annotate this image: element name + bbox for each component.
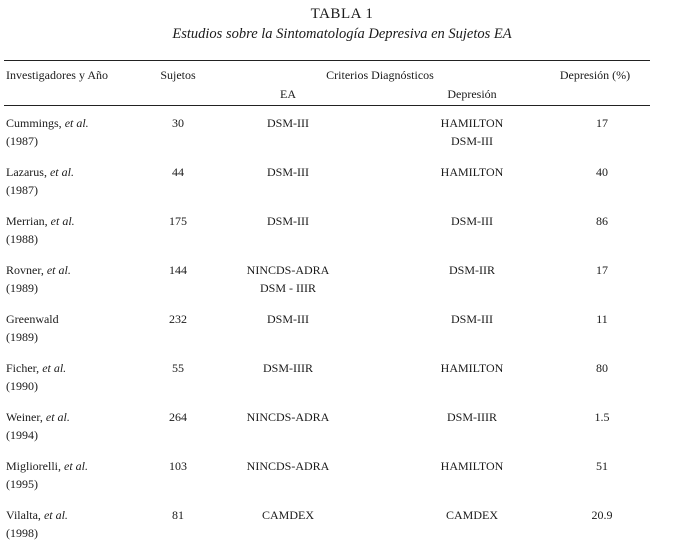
table-title: TABLA 1 [310, 6, 374, 22]
row-year: (1989) [6, 281, 38, 295]
row-ea-criterion-2: DSM - IIIR [260, 281, 316, 295]
row-depresion-pct: 11 [596, 312, 608, 326]
row-author [6, 457, 88, 475]
author-etal: et al. [64, 459, 88, 473]
row-ea-criterion: DSM-III [267, 165, 309, 179]
author-etal: et al. [46, 263, 71, 277]
row-year: (1994) [6, 428, 38, 442]
row-depresion-criterion: HAMILTON [440, 361, 504, 375]
author-etal: et al. [42, 361, 67, 375]
row-author [6, 261, 71, 279]
row-depresion-pct: 1.5 [594, 410, 610, 424]
row-sujetos: 30 [172, 116, 184, 130]
header-investigadores: Investigadores y Año [6, 68, 108, 82]
row-ea-criterion: DSM-III [267, 312, 309, 326]
author-name: Weiner, [6, 410, 43, 424]
row-sujetos: 232 [169, 312, 187, 326]
header-ea: EA [280, 87, 296, 101]
row-sujetos: 144 [169, 263, 187, 277]
author-etal: et al. [43, 508, 68, 522]
row-depresion-criterion: DSM-IIR [448, 263, 495, 277]
row-sujetos: 175 [169, 214, 187, 228]
author-etal: et al. [45, 410, 70, 424]
row-ea-criterion: NINCDS-ADRA [246, 263, 330, 277]
author-etal: et al. [49, 165, 74, 179]
row-author [6, 359, 66, 377]
row-year: (1988) [6, 232, 38, 246]
row-ea-criterion: NINCDS-ADRA [246, 459, 330, 473]
author-name: Cummings, [6, 116, 62, 130]
row-ea-criterion: DSM-III [267, 116, 309, 130]
row-year: (1990) [6, 379, 38, 393]
row-depresion-pct: 86 [596, 214, 608, 228]
top-rule [4, 60, 650, 61]
author-name: Migliorelli, [6, 459, 61, 473]
row-author [6, 408, 70, 426]
row-ea-criterion: NINCDS-ADRA [246, 410, 330, 424]
author-name: Ficher, [6, 361, 40, 375]
row-depresion-pct: 17 [596, 116, 608, 130]
header-depresion-pct: Depresión (%) [559, 68, 631, 82]
row-depresion-criterion: CAMDEX [445, 508, 498, 522]
row-sujetos: 264 [169, 410, 187, 424]
row-depresion-pct: 17 [596, 263, 608, 277]
header-sujetos: Sujetos [160, 68, 196, 82]
row-sujetos: 103 [169, 459, 187, 473]
table-subtitle: Estudios sobre la Sintomatología Depresiva en Sujetos EA [172, 26, 512, 42]
author-name: Lazarus, [6, 165, 47, 179]
row-year: (1998) [6, 526, 38, 540]
author-name: Rovner, [6, 263, 44, 277]
row-depresion-pct: 51 [596, 459, 608, 473]
header-criterios: Criterios Diagnósticos [326, 68, 434, 82]
row-ea-criterion: DSM-III [267, 214, 309, 228]
row-depresion-criterion-2: DSM-III [451, 134, 493, 148]
author-name: Merrian, [6, 214, 48, 228]
row-depresion-criterion: HAMILTON [440, 116, 504, 130]
author-name: Vilalta, [6, 508, 41, 522]
row-year: (1987) [6, 134, 38, 148]
row-depresion-pct: 80 [596, 361, 608, 375]
row-author [6, 310, 59, 328]
row-year: (1995) [6, 477, 38, 491]
row-depresion-pct: 20.9 [591, 508, 613, 522]
author-etal: et al. [50, 214, 75, 228]
row-depresion-criterion: HAMILTON [440, 459, 504, 473]
row-author [6, 163, 74, 181]
row-depresion-criterion: DSM-IIIR [447, 410, 497, 424]
row-author [6, 506, 68, 524]
row-sujetos: 44 [172, 165, 184, 179]
header-rule [4, 105, 650, 106]
row-ea-criterion: DSM-IIIR [263, 361, 313, 375]
author-name: Greenwald [6, 312, 59, 326]
row-ea-criterion: CAMDEX [261, 508, 314, 522]
row-depresion-criterion: DSM-III [451, 214, 493, 228]
row-sujetos: 55 [172, 361, 184, 375]
row-depresion-criterion: HAMILTON [440, 165, 504, 179]
row-author [6, 212, 75, 230]
header-depresion: Depresión [447, 87, 497, 101]
row-depresion-pct: 40 [596, 165, 608, 179]
row-year: (1987) [6, 183, 38, 197]
row-year: (1989) [6, 330, 38, 344]
row-author [6, 114, 89, 132]
author-etal: et al. [64, 116, 89, 130]
row-depresion-criterion: DSM-III [451, 312, 493, 326]
row-sujetos: 81 [172, 508, 184, 522]
